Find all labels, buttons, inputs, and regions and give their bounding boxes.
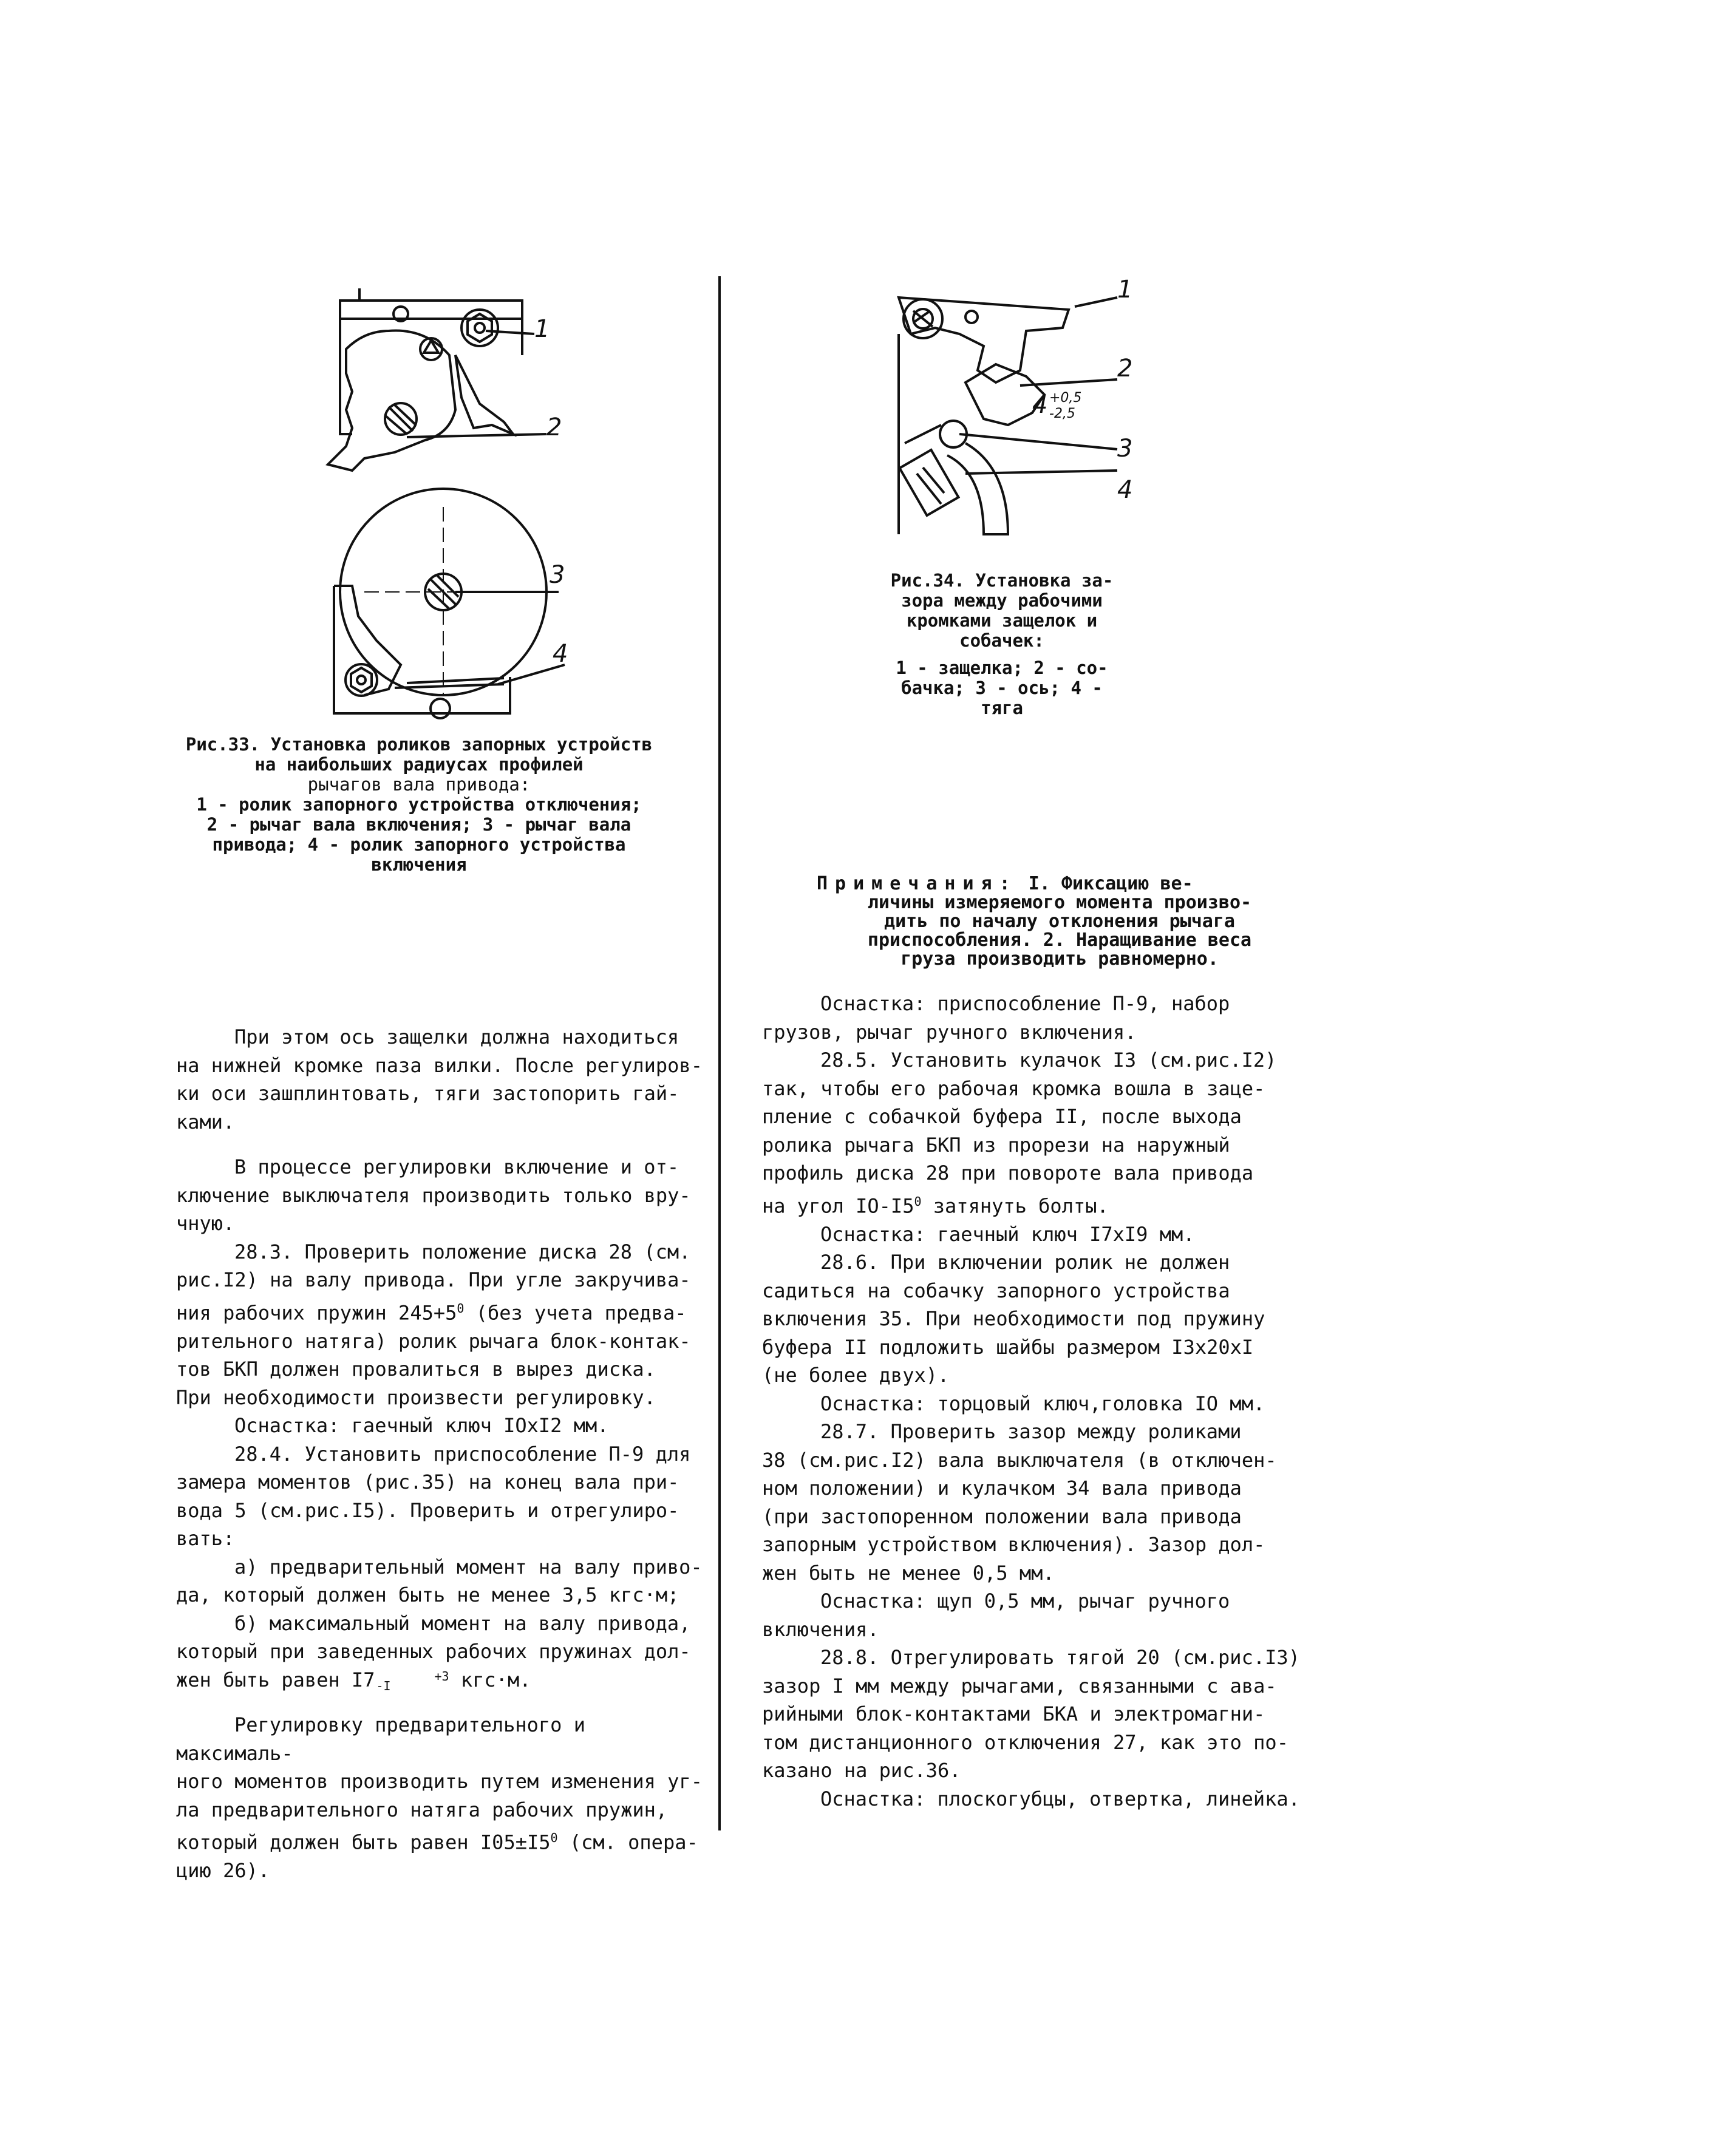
paragraph: При этом ось защелки должна находиться на нижней кромке паза вилки. После регулиров- ки оси зашплинтовать, тяги застопорить гай- ками. (176, 1025, 703, 1133)
paragraph: Оснастка: гаечный ключ I7xI9 мм. (820, 1222, 1195, 1246)
fig33-legend-line: 2 - рычаг вала включения; 3 - рычаг вала (206, 814, 631, 835)
fig34-leader-3 (959, 434, 1117, 449)
fig33-callout-3: 3 (550, 561, 565, 589)
fig34-legend-line: бачка; 3 - ось; 4 - (901, 678, 1103, 698)
left-column (176, 1023, 710, 1885)
paragraph: 28.4. Установить приспособление П-9 для замера моментов (рис.35) на конец вала при- вода 5 (см.рис.I5). Проверить и отрегулиро- вать: (176, 1442, 691, 1551)
fig33-callout-2: 2 (546, 413, 562, 441)
paragraph: Регулировку предварительного и максималь- ного моментов производить путем изменения уг- ла предварительного натяга рабочих пружин, который должен быть равен $I05\pm I5^0$ (см. опера- цию 26). (176, 1713, 703, 1883)
notes-block (817, 874, 1302, 968)
paragraph: Оснастка: торцовый ключ,головка IO мм. (820, 1392, 1265, 1415)
notes-label: Примечания: (817, 873, 1018, 894)
notes-line: приспособления. 2. Наращивание веса (867, 930, 1252, 951)
notes-line: I. Фиксацию ве- (1017, 873, 1193, 894)
fig33-callout-4: 4 (553, 640, 568, 668)
paragraph: Оснастка: плоскогубцы, отвертка, линейка. (820, 1787, 1300, 1810)
paragraph: 28.3. Проверить положение диска 28 (см. рис.I2) на валу привода. При угле закручива- ния рабочих пружин $245+5^0$ (без учета предва- рительного натяга) ролик рычага блок-контак- тов БКП должен провалиться в вырез диска. При необходимости произвести регулировку. (176, 1240, 691, 1409)
paragraph: Оснастка: щуп 0,5 мм, рычаг ручного включения. (762, 1589, 1230, 1641)
fig34-legend-line: 1 - защелка; 2 - со- (896, 658, 1108, 678)
fig34-callout-2: 2 (1117, 355, 1133, 382)
figure-33-caption (170, 735, 668, 875)
fig34-leader-2 (1020, 379, 1117, 386)
fig34-callout-3: 3 (1117, 435, 1133, 463)
fig34-dimension-lower: -2,5 (1049, 406, 1075, 421)
paragraph: 28.5. Установить кулачок I3 (см.рис.I2) так, чтобы его рабочая кромка вошла в заце- пление с собачкой буфера II, после выхода ролика рычага БКП из прорези на наружный профиль диска 28 при повороте вала привода на угол $IO-I5^0$ затянуть болты. (762, 1049, 1277, 1218)
fig34-callout-1: 1 (1117, 276, 1133, 304)
paragraph: 28.6. При включении ролик не должен садиться на собачку запорного устройства включения 35. При необходимости под пружину буфера II подложить шайбы размером I3x20xI (не более двух). (762, 1251, 1265, 1387)
fig33-caption-title-tail: рычагов вала привода: (307, 774, 531, 795)
fig34-dimension-upper: +0,5 (1049, 390, 1082, 406)
figure-34-caption (844, 571, 1160, 718)
right-column (762, 990, 1345, 1813)
fig34-leader-1 (1075, 297, 1117, 307)
fig33-legend-line: 1 - ролик запорного устройства отключения; (196, 794, 642, 815)
notes-line: груза производить равномерно. (900, 948, 1219, 970)
fig33-legend-line: привода; 4 - ролик запорного устройства (212, 834, 626, 855)
fig34-dimension-base: 4 (1032, 391, 1048, 419)
figure-33-drawing (304, 276, 619, 726)
fig33-leader-2 (407, 434, 546, 437)
fig34-caption-line: собачек: (959, 630, 1044, 651)
fig34-callout-4: 4 (1117, 476, 1133, 504)
fig34-caption-line: кромками защелок и (906, 610, 1098, 631)
figure-34-drawing (874, 273, 1178, 540)
paragraph: 28.8. Отрегулировать тягой 20 (см.рис.I3) зазор I мм между рычагами, связанными с ава- рийными блок-контактами БКА и электромагни- том дистанционного отключения 27, как это по- казано на рис.36. (762, 1646, 1300, 1783)
fig34-leader-4 (965, 471, 1117, 474)
fig34-caption-line: зора между рабочими (901, 590, 1103, 611)
paragraph: б) максимальный момент на валу привода, который при заведенных рабочих пружинах дол- жен быть равен I7 +3 -I кгс·м. (176, 1611, 691, 1693)
paragraph: 28.7. Проверить зазор между роликами 38 (см.рис.I2) вала выключателя (в отключен- ном положении) и кулачком 34 вала привода (при застопоренном положении вала привода запорным устройством включения). Зазор дол- жен быть не менее 0,5 мм. (762, 1420, 1277, 1585)
fig34-caption-line: Рис.34. Установка за- (890, 570, 1114, 591)
paragraph: а) предварительный момент на валу приво- да, который должен быть не менее 3,5 кгс·м; (176, 1555, 703, 1607)
column-divider (718, 276, 721, 1830)
paragraph: В процессе регулировки включение и от- ключение выключателя производить только вру- чную. (176, 1155, 691, 1235)
fig33-callout-1: 1 (534, 315, 550, 343)
notes-line: личины измеряемого момента произво- (867, 892, 1252, 913)
fig34-rod (947, 443, 1008, 534)
fig34-legend-line: тяга (981, 698, 1023, 718)
paragraph: Оснастка: гаечный ключ IOxI2 мм. (234, 1414, 609, 1438)
fig33-legend-line: включения (371, 854, 467, 875)
paragraph: Оснастка: приспособление П-9, набор грузов, рычаг ручного включения. (762, 992, 1230, 1044)
notes-line: дить по началу отклонения рычага (884, 911, 1235, 932)
fig33-caption-title: Рис.33. Установка роликов запорных устройств на наибольших радиусах профилей (185, 734, 653, 775)
